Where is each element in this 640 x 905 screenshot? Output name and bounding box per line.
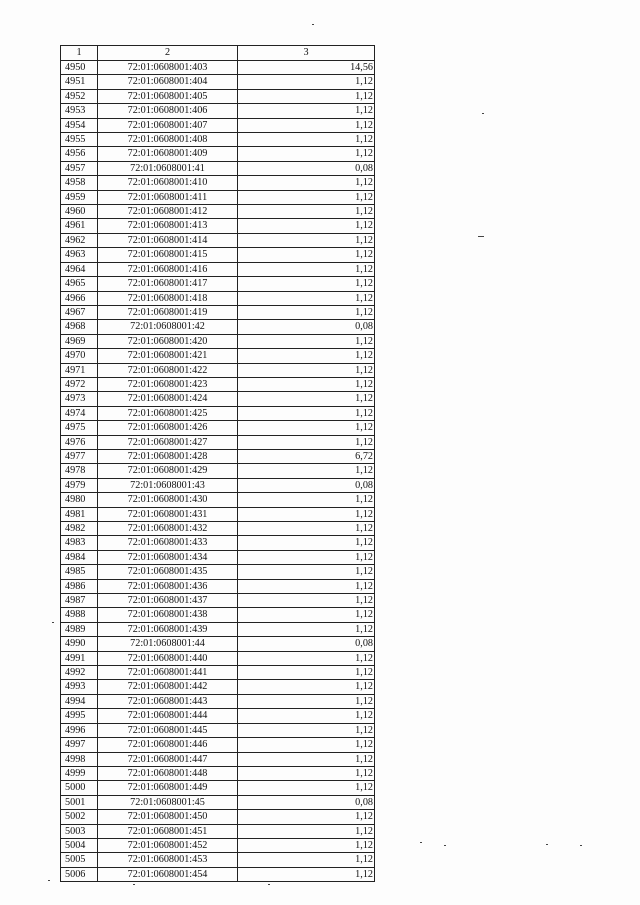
row-value: 1,12	[238, 622, 375, 636]
row-value: 1,12	[238, 824, 375, 838]
row-value: 1,12	[238, 421, 375, 435]
row-value: 1,12	[238, 219, 375, 233]
row-number: 4957	[61, 161, 98, 175]
row-number: 4963	[61, 248, 98, 262]
row-number: 4980	[61, 493, 98, 507]
table-row	[61, 622, 375, 636]
cadastral-number: 72:01:0608001:410	[98, 176, 238, 190]
row-number: 4984	[61, 550, 98, 564]
table-row	[61, 565, 375, 579]
row-value: 1,12	[238, 349, 375, 363]
row-value: 1,12	[238, 363, 375, 377]
row-number: 5004	[61, 838, 98, 852]
table-row	[61, 176, 375, 190]
row-value: 1,12	[238, 565, 375, 579]
table-row	[61, 421, 375, 435]
scan-speck	[478, 236, 484, 237]
table-row	[61, 608, 375, 622]
row-value: 1,12	[238, 406, 375, 420]
row-number: 5005	[61, 853, 98, 867]
row-number: 4971	[61, 363, 98, 377]
row-value: 1,12	[238, 536, 375, 550]
table-row	[61, 435, 375, 449]
cadastral-number: 72:01:0608001:425	[98, 406, 238, 420]
row-value: 1,12	[238, 493, 375, 507]
scan-speck	[482, 113, 484, 114]
row-value: 1,12	[238, 522, 375, 536]
table-row	[61, 75, 375, 89]
row-number: 4977	[61, 449, 98, 463]
scan-speck	[580, 845, 582, 846]
cadastral-number: 72:01:0608001:446	[98, 738, 238, 752]
table-row	[61, 406, 375, 420]
row-number: 5002	[61, 810, 98, 824]
row-number: 4954	[61, 118, 98, 132]
row-value: 1,12	[238, 766, 375, 780]
table-row	[61, 89, 375, 103]
row-value: 1,12	[238, 781, 375, 795]
scan-speck	[133, 884, 135, 885]
table-row	[61, 867, 375, 881]
table-body	[61, 61, 375, 882]
row-number: 4962	[61, 233, 98, 247]
cadastral-number: 72:01:0608001:412	[98, 205, 238, 219]
row-value: 6,72	[238, 449, 375, 463]
table-row	[61, 781, 375, 795]
row-number: 4967	[61, 305, 98, 319]
row-value: 1,12	[238, 133, 375, 147]
row-value: 1,12	[238, 248, 375, 262]
table-row	[61, 507, 375, 521]
land-plot-table	[60, 45, 375, 882]
cadastral-number: 72:01:0608001:42	[98, 320, 238, 334]
row-value: 1,12	[238, 392, 375, 406]
cadastral-number: 72:01:0608001:445	[98, 723, 238, 737]
table-row	[61, 334, 375, 348]
row-number: 5006	[61, 867, 98, 881]
cadastral-number: 72:01:0608001:45	[98, 795, 238, 809]
row-number: 5000	[61, 781, 98, 795]
row-value: 1,12	[238, 464, 375, 478]
row-value: 0,08	[238, 637, 375, 651]
row-number: 4972	[61, 377, 98, 391]
row-number: 4987	[61, 594, 98, 608]
column-header-3: 3	[238, 46, 375, 61]
table-row	[61, 363, 375, 377]
row-number: 4961	[61, 219, 98, 233]
cadastral-number: 72:01:0608001:448	[98, 766, 238, 780]
scan-speck	[52, 622, 54, 623]
cadastral-number: 72:01:0608001:440	[98, 651, 238, 665]
cadastral-number: 72:01:0608001:422	[98, 363, 238, 377]
row-number: 4959	[61, 190, 98, 204]
row-number: 4989	[61, 622, 98, 636]
row-number: 4993	[61, 680, 98, 694]
cadastral-number: 72:01:0608001:408	[98, 133, 238, 147]
row-value: 0,08	[238, 795, 375, 809]
table-row	[61, 795, 375, 809]
table-row	[61, 219, 375, 233]
cadastral-number: 72:01:0608001:414	[98, 233, 238, 247]
row-number: 4982	[61, 522, 98, 536]
row-value: 1,12	[238, 190, 375, 204]
row-number: 4969	[61, 334, 98, 348]
cadastral-number: 72:01:0608001:41	[98, 161, 238, 175]
cadastral-number: 72:01:0608001:413	[98, 219, 238, 233]
cadastral-number: 72:01:0608001:409	[98, 147, 238, 161]
row-value: 1,12	[238, 723, 375, 737]
row-value: 1,12	[238, 147, 375, 161]
cadastral-number: 72:01:0608001:43	[98, 478, 238, 492]
row-number: 5003	[61, 824, 98, 838]
table-row	[61, 810, 375, 824]
row-number: 4981	[61, 507, 98, 521]
table-row	[61, 579, 375, 593]
cadastral-number: 72:01:0608001:405	[98, 89, 238, 103]
table-row	[61, 305, 375, 319]
row-number: 4999	[61, 766, 98, 780]
cadastral-number: 72:01:0608001:450	[98, 810, 238, 824]
table-row	[61, 478, 375, 492]
table-row	[61, 536, 375, 550]
row-value: 1,12	[238, 838, 375, 852]
row-number: 4990	[61, 637, 98, 651]
column-header-2: 2	[98, 46, 238, 61]
row-number: 4988	[61, 608, 98, 622]
table-row	[61, 147, 375, 161]
row-number: 4955	[61, 133, 98, 147]
table-row	[61, 190, 375, 204]
table-row	[61, 205, 375, 219]
table-row	[61, 680, 375, 694]
row-value: 1,12	[238, 694, 375, 708]
row-number: 5001	[61, 795, 98, 809]
table-row	[61, 651, 375, 665]
table-row	[61, 349, 375, 363]
row-number: 4965	[61, 277, 98, 291]
table-row	[61, 493, 375, 507]
column-header-1: 1	[61, 46, 98, 61]
cadastral-number: 72:01:0608001:451	[98, 824, 238, 838]
scan-speck	[312, 24, 314, 25]
row-value: 0,08	[238, 161, 375, 175]
row-number: 4985	[61, 565, 98, 579]
row-number: 4956	[61, 147, 98, 161]
table-row	[61, 104, 375, 118]
row-number: 4979	[61, 478, 98, 492]
row-value: 1,12	[238, 594, 375, 608]
table-row	[61, 666, 375, 680]
cadastral-number: 72:01:0608001:447	[98, 752, 238, 766]
cadastral-number: 72:01:0608001:406	[98, 104, 238, 118]
row-number: 4950	[61, 61, 98, 75]
cadastral-number: 72:01:0608001:407	[98, 118, 238, 132]
row-value: 1,12	[238, 377, 375, 391]
row-number: 4958	[61, 176, 98, 190]
cadastral-number: 72:01:0608001:439	[98, 622, 238, 636]
row-number: 4992	[61, 666, 98, 680]
table-row	[61, 637, 375, 651]
table-row	[61, 752, 375, 766]
table-row	[61, 161, 375, 175]
row-value: 1,12	[238, 579, 375, 593]
row-value: 1,12	[238, 435, 375, 449]
row-number: 4960	[61, 205, 98, 219]
cadastral-number: 72:01:0608001:429	[98, 464, 238, 478]
table-row	[61, 694, 375, 708]
cadastral-number: 72:01:0608001:453	[98, 853, 238, 867]
table-row	[61, 766, 375, 780]
cadastral-number: 72:01:0608001:423	[98, 377, 238, 391]
cadastral-number: 72:01:0608001:437	[98, 594, 238, 608]
cadastral-number: 72:01:0608001:416	[98, 262, 238, 276]
cadastral-number: 72:01:0608001:420	[98, 334, 238, 348]
cadastral-number: 72:01:0608001:454	[98, 867, 238, 881]
row-value: 1,12	[238, 680, 375, 694]
row-number: 4966	[61, 291, 98, 305]
cadastral-number: 72:01:0608001:442	[98, 680, 238, 694]
row-number: 4973	[61, 392, 98, 406]
row-value: 1,12	[238, 507, 375, 521]
cadastral-number: 72:01:0608001:444	[98, 709, 238, 723]
table-row	[61, 277, 375, 291]
table-row	[61, 522, 375, 536]
table-row	[61, 594, 375, 608]
cadastral-number: 72:01:0608001:426	[98, 421, 238, 435]
row-number: 4994	[61, 694, 98, 708]
row-value: 1,12	[238, 233, 375, 247]
cadastral-number: 72:01:0608001:403	[98, 61, 238, 75]
row-value: 1,12	[238, 291, 375, 305]
row-value: 14,56	[238, 61, 375, 75]
cadastral-number: 72:01:0608001:433	[98, 536, 238, 550]
row-value: 1,12	[238, 205, 375, 219]
row-number: 4970	[61, 349, 98, 363]
row-value: 1,12	[238, 608, 375, 622]
table-row	[61, 61, 375, 75]
cadastral-number: 72:01:0608001:428	[98, 449, 238, 463]
header-row	[61, 46, 375, 61]
table-row	[61, 838, 375, 852]
cadastral-number: 72:01:0608001:436	[98, 579, 238, 593]
row-value: 1,12	[238, 651, 375, 665]
row-number: 4997	[61, 738, 98, 752]
cadastral-number: 72:01:0608001:411	[98, 190, 238, 204]
row-value: 1,12	[238, 810, 375, 824]
cadastral-number: 72:01:0608001:431	[98, 507, 238, 521]
cadastral-number: 72:01:0608001:421	[98, 349, 238, 363]
cadastral-number: 72:01:0608001:417	[98, 277, 238, 291]
row-value: 1,12	[238, 89, 375, 103]
table-row	[61, 291, 375, 305]
row-number: 4998	[61, 752, 98, 766]
row-value: 1,12	[238, 709, 375, 723]
row-number: 4978	[61, 464, 98, 478]
row-value: 0,08	[238, 320, 375, 334]
table-row	[61, 133, 375, 147]
row-number: 4953	[61, 104, 98, 118]
row-number: 4991	[61, 651, 98, 665]
scan-speck	[444, 845, 446, 846]
row-number: 4976	[61, 435, 98, 449]
table-row	[61, 248, 375, 262]
cadastral-number: 72:01:0608001:432	[98, 522, 238, 536]
scan-speck	[48, 880, 50, 881]
table-row	[61, 320, 375, 334]
row-number: 4996	[61, 723, 98, 737]
table-row	[61, 723, 375, 737]
row-value: 0,08	[238, 478, 375, 492]
cadastral-number: 72:01:0608001:415	[98, 248, 238, 262]
row-number: 4995	[61, 709, 98, 723]
cadastral-number: 72:01:0608001:443	[98, 694, 238, 708]
table-row	[61, 550, 375, 564]
cadastral-number: 72:01:0608001:435	[98, 565, 238, 579]
table-row	[61, 824, 375, 838]
table-row	[61, 233, 375, 247]
table-row	[61, 262, 375, 276]
row-number: 4974	[61, 406, 98, 420]
table-row	[61, 449, 375, 463]
row-value: 1,12	[238, 853, 375, 867]
table-row	[61, 118, 375, 132]
row-value: 1,12	[238, 75, 375, 89]
row-number: 4968	[61, 320, 98, 334]
row-value: 1,12	[238, 738, 375, 752]
row-number: 4983	[61, 536, 98, 550]
cadastral-number: 72:01:0608001:418	[98, 291, 238, 305]
cadastral-number: 72:01:0608001:404	[98, 75, 238, 89]
table-row	[61, 853, 375, 867]
table-row	[61, 464, 375, 478]
table-row	[61, 709, 375, 723]
cadastral-number: 72:01:0608001:452	[98, 838, 238, 852]
row-number: 4975	[61, 421, 98, 435]
table-header	[61, 46, 375, 61]
row-value: 1,12	[238, 550, 375, 564]
cadastral-number: 72:01:0608001:430	[98, 493, 238, 507]
cadastral-number: 72:01:0608001:427	[98, 435, 238, 449]
cadastral-number: 72:01:0608001:419	[98, 305, 238, 319]
row-value: 1,12	[238, 334, 375, 348]
row-value: 1,12	[238, 666, 375, 680]
table-row	[61, 377, 375, 391]
scan-speck	[546, 844, 548, 845]
cadastral-number: 72:01:0608001:44	[98, 637, 238, 651]
scan-speck	[268, 884, 270, 885]
row-value: 1,12	[238, 867, 375, 881]
row-value: 1,12	[238, 118, 375, 132]
table-row	[61, 392, 375, 406]
cadastral-number: 72:01:0608001:449	[98, 781, 238, 795]
row-number: 4964	[61, 262, 98, 276]
cadastral-number: 72:01:0608001:434	[98, 550, 238, 564]
scan-speck	[420, 842, 422, 843]
row-value: 1,12	[238, 104, 375, 118]
row-number: 4986	[61, 579, 98, 593]
row-value: 1,12	[238, 752, 375, 766]
row-number: 4951	[61, 75, 98, 89]
cadastral-number: 72:01:0608001:438	[98, 608, 238, 622]
table-row	[61, 738, 375, 752]
row-value: 1,12	[238, 262, 375, 276]
cadastral-number: 72:01:0608001:441	[98, 666, 238, 680]
row-number: 4952	[61, 89, 98, 103]
row-value: 1,12	[238, 176, 375, 190]
row-value: 1,12	[238, 277, 375, 291]
row-value: 1,12	[238, 305, 375, 319]
cadastral-number: 72:01:0608001:424	[98, 392, 238, 406]
